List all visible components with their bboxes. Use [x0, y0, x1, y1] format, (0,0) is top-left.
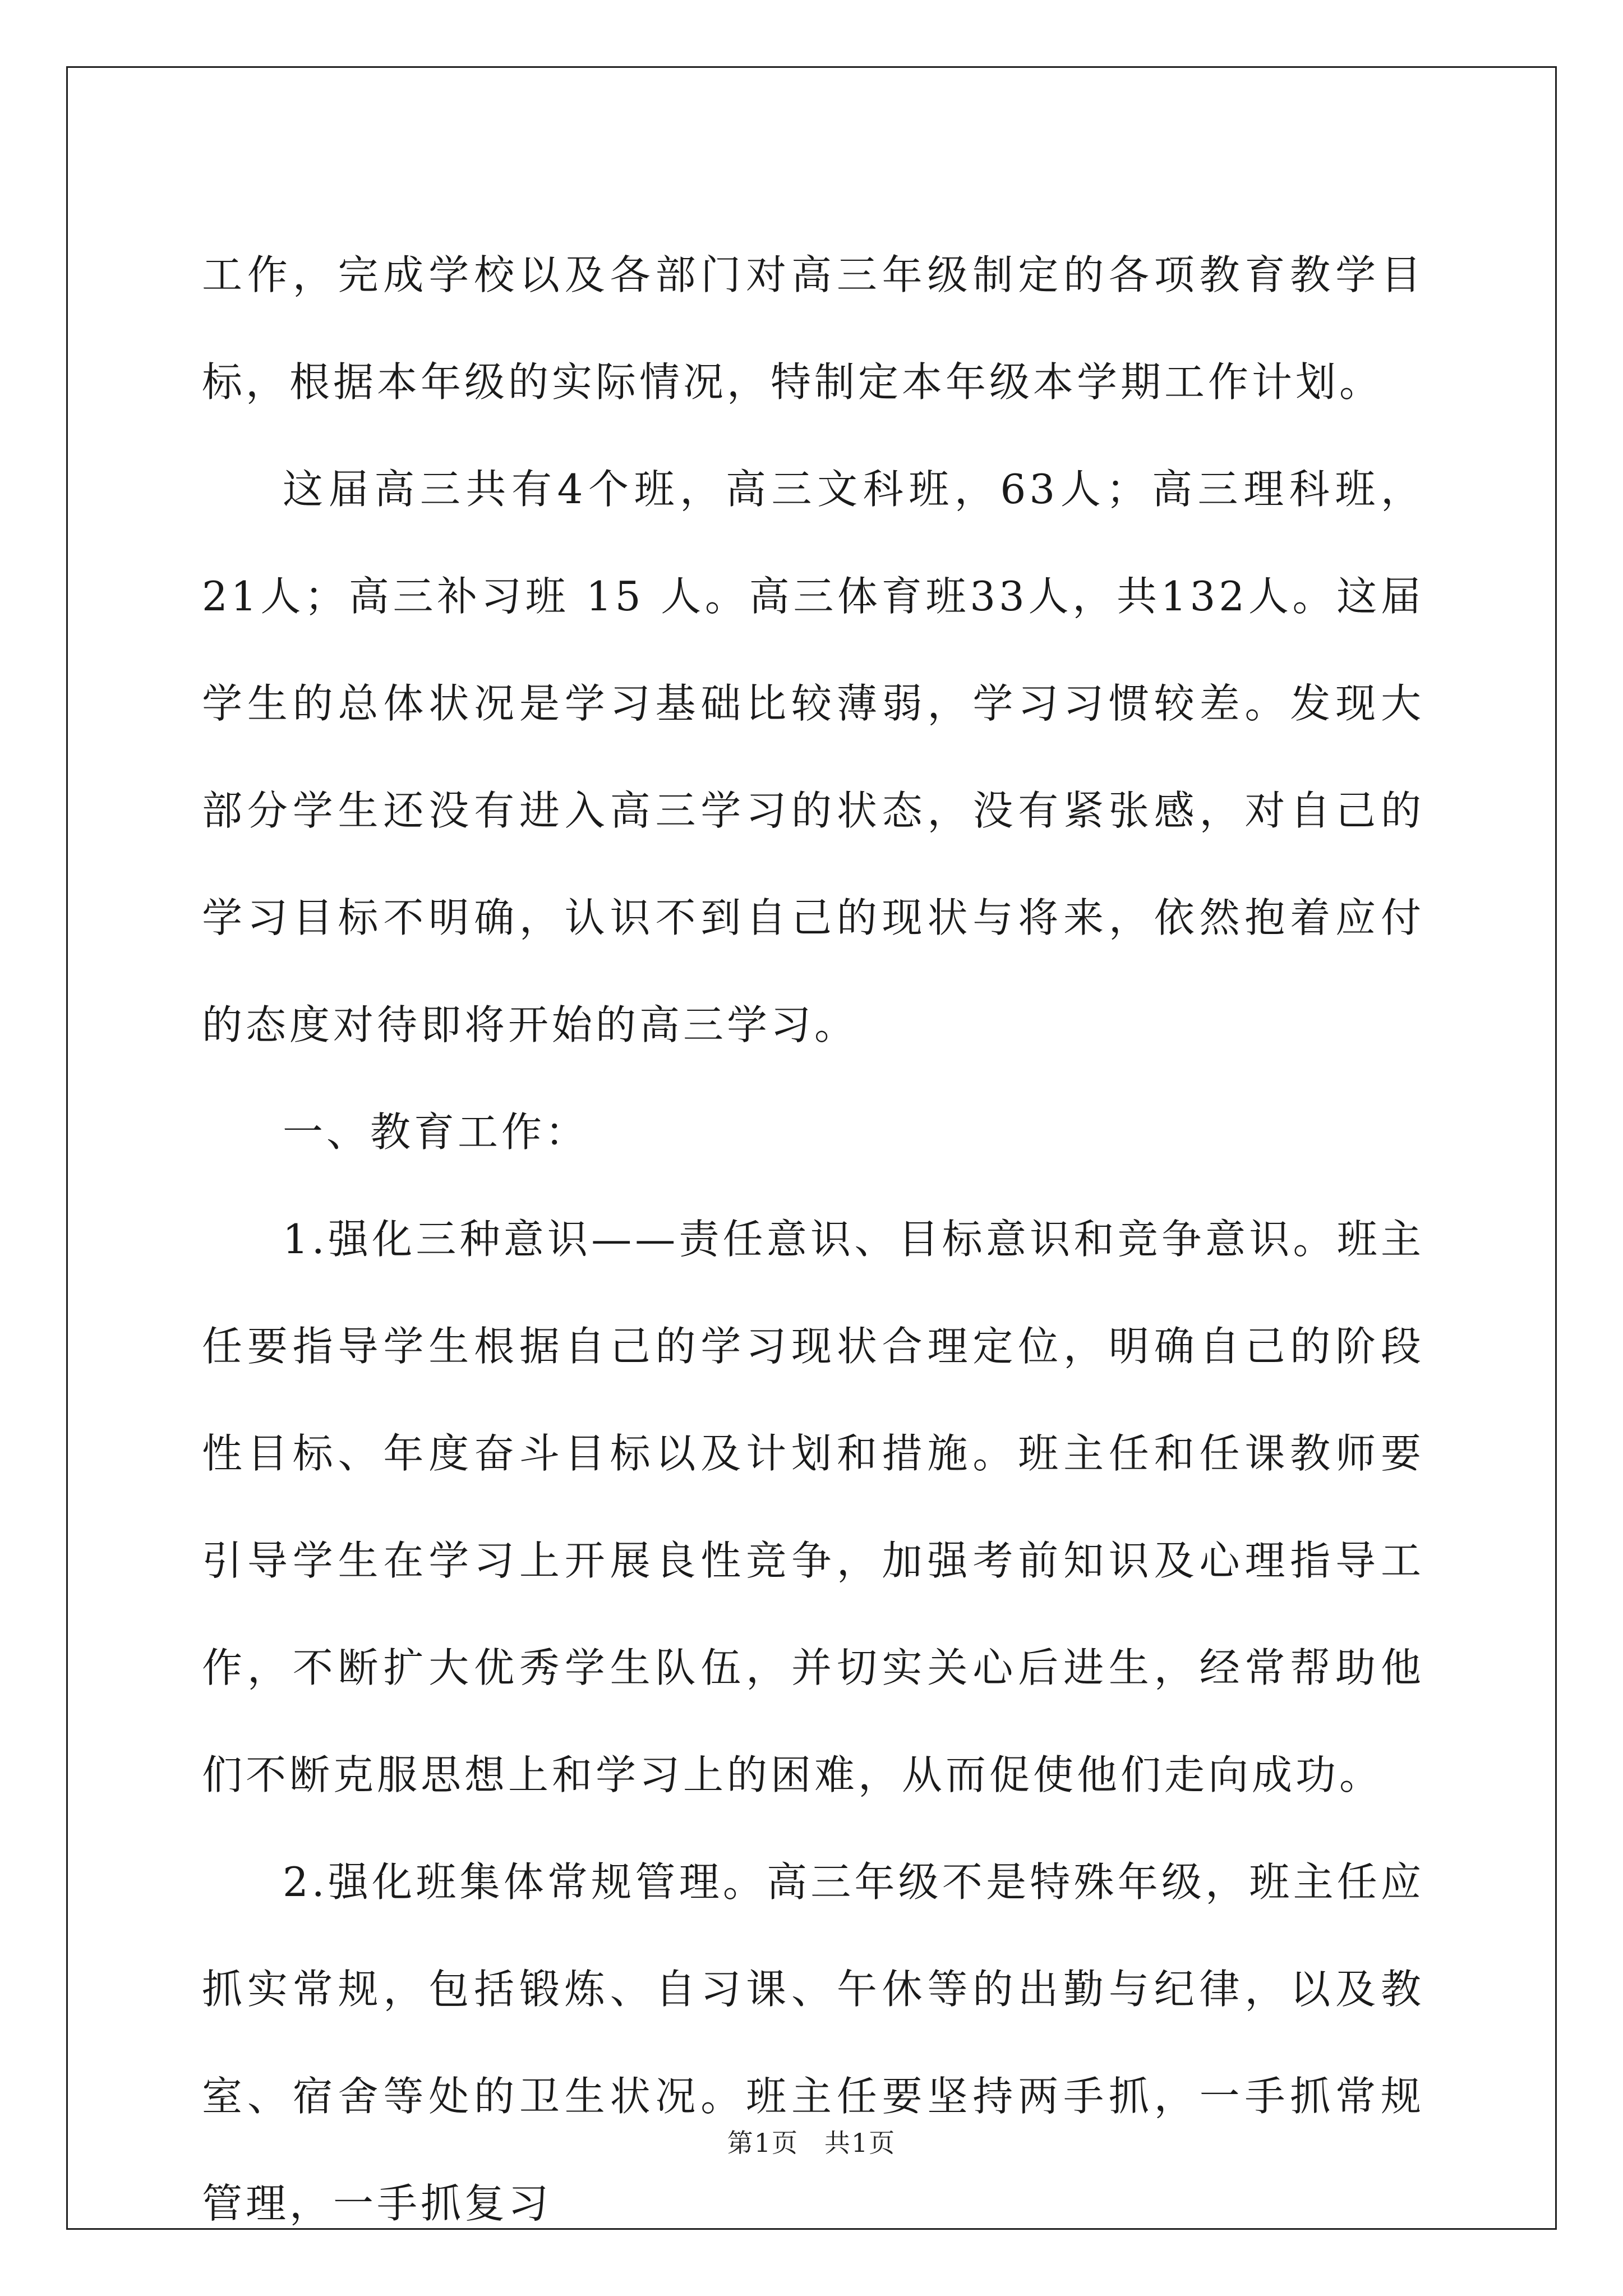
paragraph-class-overview: 这届高三共有4个班，高三文科班，63人；高三理科班，21人；高三补习班 15 人。高三体育班33人，共132人。这届学生的总体状况是学习基础比较薄弱，学习习惯较差。发现大部分学生还没有进入高三学习的状态，没有紧张感，对自己的学习目标不明确，认识不到自己的现状与将来，依然抱着应付的态度对待即将开始的高三学习。	[202, 466, 1424, 1048]
page-number-current: 第1页	[727, 2128, 799, 2158]
document-body	[202, 222, 1424, 2257]
paragraph-intro: 工作，完成学校以及各部门对高三年级制定的各项教育教学目标，根据本年级的实际情况，特制定本年级本学期工作计划。	[202, 251, 1424, 406]
section-heading-education: 一、教育工作：	[283, 1108, 589, 1156]
page-footer	[0, 2123, 1623, 2160]
paragraph-item-2: 2.强化班集体常规管理。高三年级不是特殊年级，班主任应抓实常规，包括锻炼、自习课、午休等的出勤与纪律，以及教室、宿舍等处的卫生状况。班主任要坚持两手抓，一手抓常规管理，一手抓复习	[202, 1858, 1424, 2227]
paragraph-item-1: 1.强化三种意识——责任意识、目标意识和竞争意识。班主任要指导学生根据自己的学习现状合理定位，明确自己的阶段性目标、年度奋斗目标以及计划和措施。班主任和任课教师要引导学生在学习上开展良性竞争，加强考前知识及心理指导工作，不断扩大优秀学生队伍，并切实关心后进生，经常帮助他们不断克服思想上和学习上的困难，从而促使他们走向成功。	[202, 1216, 1424, 1798]
page-number-total: 共1页	[824, 2128, 896, 2158]
